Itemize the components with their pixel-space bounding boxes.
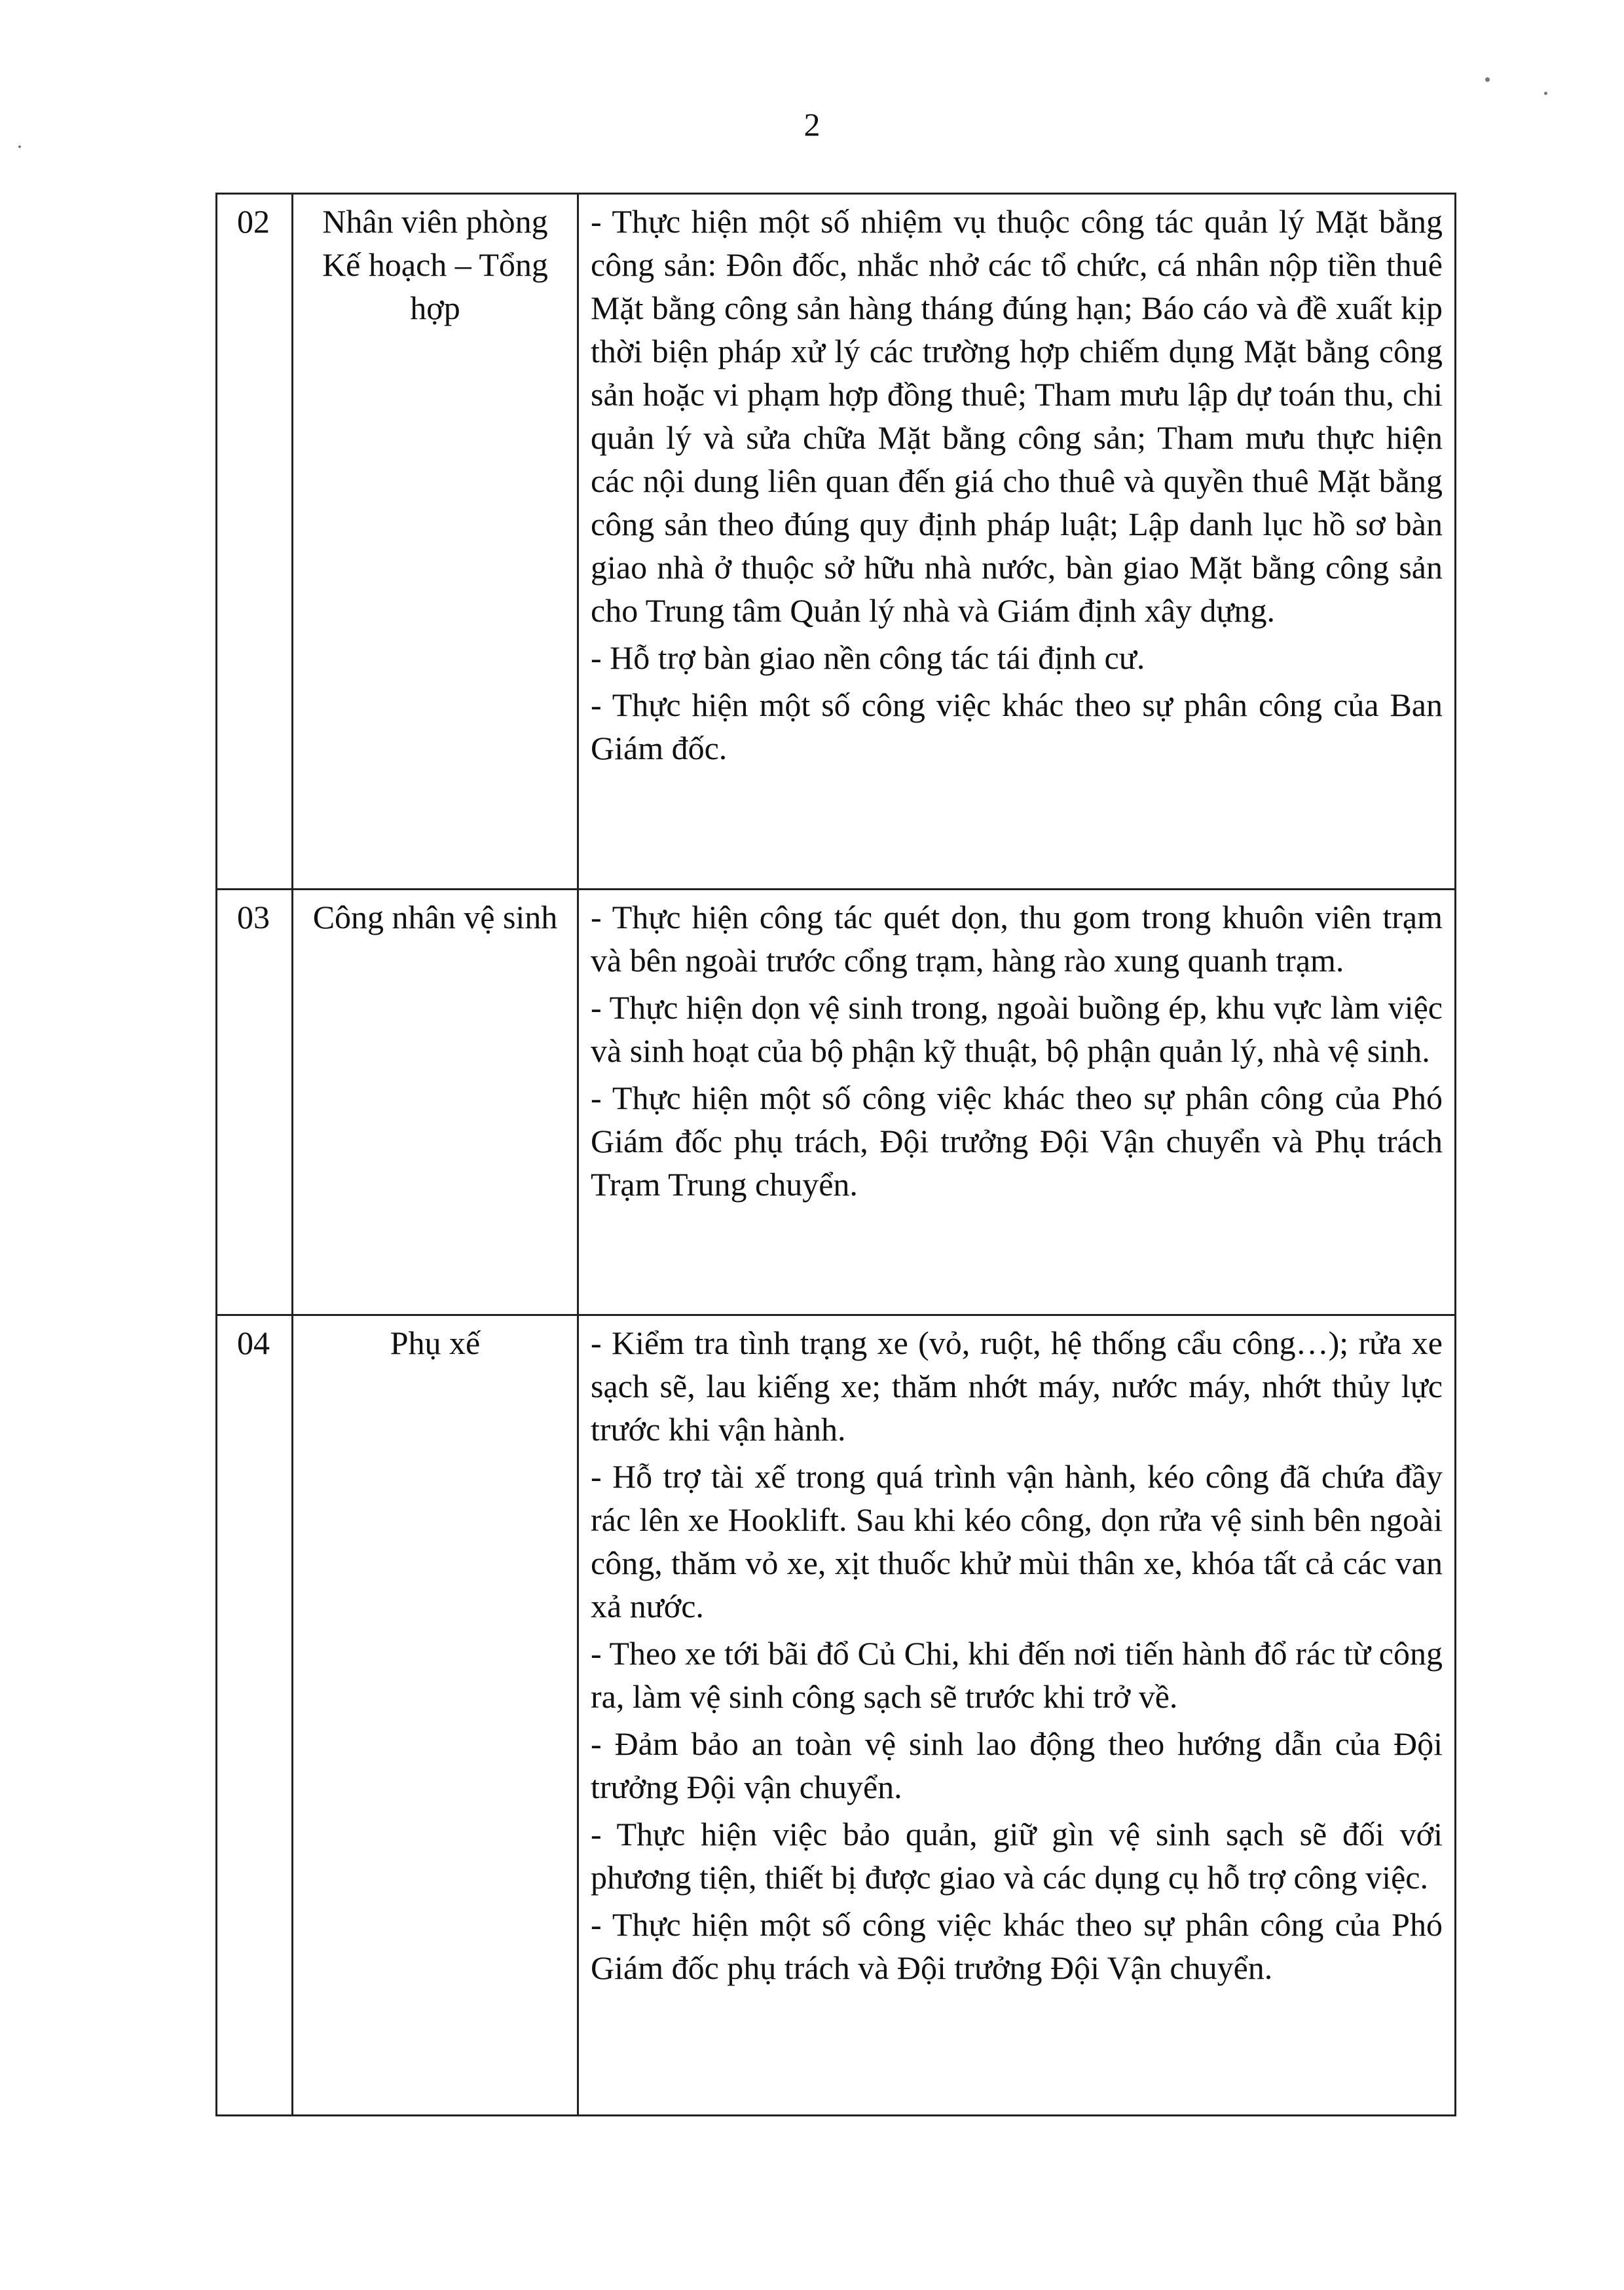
row-number: 04 bbox=[217, 1315, 293, 2116]
duty-item: - Kiểm tra tình trạng xe (vỏ, ruột, hệ thống cẩu công…); rửa xe sạch sẽ, lau kiếng xe; thăm nhớt máy, nước máy, nhớt thủy lực trước khi vận hành. bbox=[591, 1324, 1443, 1448]
job-duties-table bbox=[215, 193, 1456, 2116]
duty-item: - Hỗ trợ tài xế trong quá trình vận hành, kéo công đã chứa đầy rác lên xe Hooklift. Sau khi kéo công, dọn rửa vệ sinh bên ngoài công, thăm vỏ xe, xịt thuốc khử mùi thân xe, khóa tất cả các van xả nước. bbox=[591, 1458, 1443, 1624]
duty-item: - Thực hiện một số nhiệm vụ thuộc công tác quản lý Mặt bằng công sản: Đôn đốc, nhắc nhở các tổ chức, cá nhân nộp tiền thuê Mặt bằng công sản hàng tháng đúng hạn; Báo cáo và đề xuất kịp thời biện pháp xử lý các trường hợp chiếm dụng Mặt bằng công sản hoặc vi phạm hợp đồng thuê; Tham mưu lập dự toán thu, chi quản lý và sửa chữa Mặt bằng công sản; Tham mưu thực hiện các nội dung liên quan đến giá cho thuê và quyền thuê Mặt bằng công sản theo đúng quy định pháp luật; Lập danh lục hồ sơ bàn giao nhà ở thuộc sở hữu nhà nước, bàn giao Mặt bằng công sản cho Trung tâm Quản lý nhà và Giám định xây dựng. bbox=[591, 203, 1443, 629]
table-row bbox=[217, 1315, 1456, 2116]
row-number: 02 bbox=[217, 194, 293, 890]
scan-speck bbox=[1485, 77, 1490, 82]
duty-item: - Thực hiện việc bảo quản, giữ gìn vệ sinh sạch sẽ đối với phương tiện, thiết bị được giao và các dụng cụ hỗ trợ công việc. bbox=[591, 1816, 1443, 1896]
scan-speck bbox=[18, 145, 21, 148]
duty-item: - Thực hiện một số công việc khác theo sự phân công của Phó Giám đốc phụ trách và Đội trưởng Đội Vận chuyển. bbox=[591, 1906, 1443, 1986]
job-title: Phụ xế bbox=[293, 1315, 578, 2116]
scan-speck bbox=[1544, 92, 1547, 95]
job-description bbox=[578, 1315, 1456, 2116]
job-description bbox=[578, 194, 1456, 890]
table-row bbox=[217, 194, 1456, 890]
job-description bbox=[578, 890, 1456, 1315]
duty-item: - Đảm bảo an toàn vệ sinh lao động theo hướng dẫn của Đội trưởng Đội vận chuyển. bbox=[591, 1725, 1443, 1805]
duty-item: - Thực hiện một số công việc khác theo sự phân công của Ban Giám đốc. bbox=[591, 686, 1443, 766]
duty-item: - Thực hiện dọn vệ sinh trong, ngoài buồng ép, khu vực làm việc và sinh hoạt của bộ phận kỹ thuật, bộ phận quản lý, nhà vệ sinh. bbox=[591, 989, 1443, 1069]
row-number: 03 bbox=[217, 890, 293, 1315]
page-number: 2 bbox=[803, 106, 821, 143]
duty-item: - Thực hiện công tác quét dọn, thu gom trong khuôn viên trạm và bên ngoài trước cổng trạm, hàng rào xung quanh trạm. bbox=[591, 899, 1443, 979]
duty-item: - Thực hiện một số công việc khác theo sự phân công của Phó Giám đốc phụ trách, Đội trưởng Đội Vận chuyển và Phụ trách Trạm Trung chuyển. bbox=[591, 1079, 1443, 1203]
job-title: Nhân viên phòng Kế hoạch – Tổng hợp bbox=[293, 194, 578, 890]
duty-item: - Theo xe tới bãi đổ Củ Chi, khi đến nơi tiến hành đổ rác từ công ra, làm vệ sinh công sạch sẽ trước khi trở về. bbox=[591, 1635, 1443, 1715]
job-title: Công nhân vệ sinh bbox=[293, 890, 578, 1315]
duty-item: - Hỗ trợ bàn giao nền công tác tái định cư. bbox=[591, 639, 1145, 676]
table-row bbox=[217, 890, 1456, 1315]
